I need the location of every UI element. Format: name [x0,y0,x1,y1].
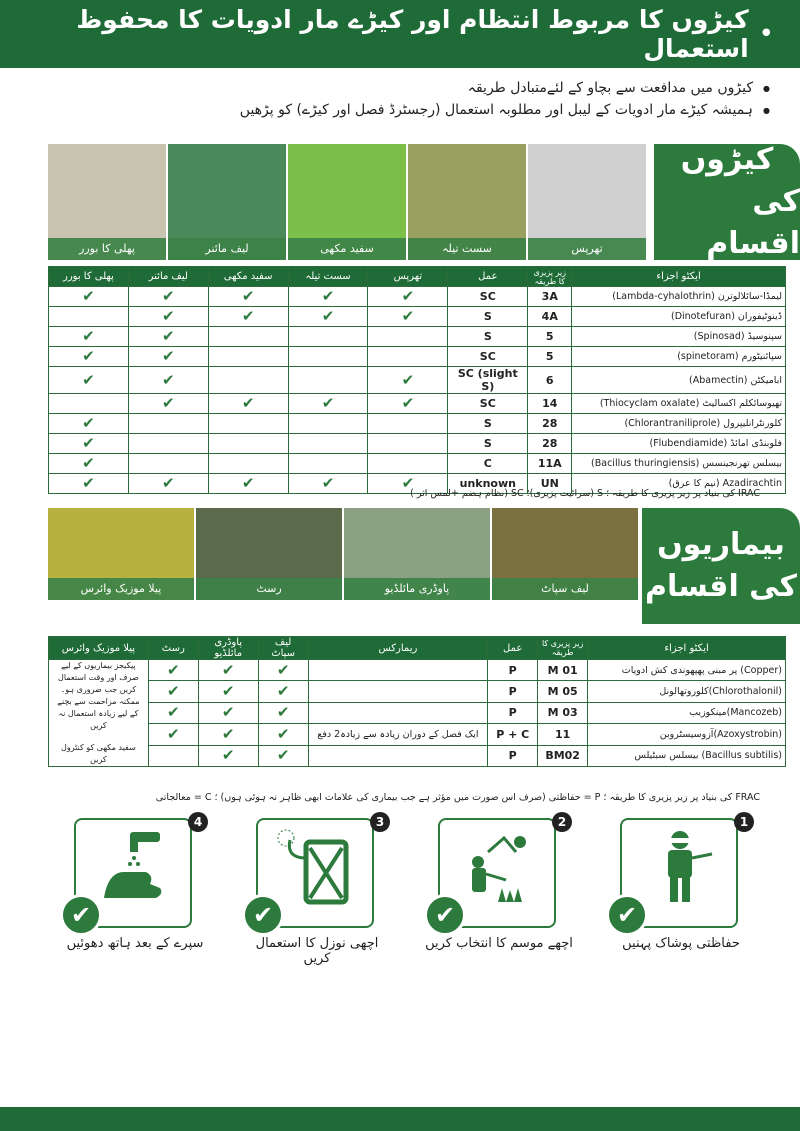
col-header: لیف سپاٹ [258,637,308,660]
col-header: عمل [488,637,538,660]
group-cell: 11 [538,724,588,745]
ingredient-cell: Azadirachtin (نیم کا عرق) [572,474,786,494]
group-cell: 3A [528,287,572,307]
checkmark-icon: ✔ [162,287,175,305]
check-cell [49,454,129,474]
checkmark-icon: ✔ [162,327,175,345]
check-cell [49,327,129,347]
ingredient-cell: (Copper) پر مبنی پھپھوندی کش ادویات [588,660,786,681]
mode-cell: S [448,307,528,327]
ingredient-cell: (Azoxystrobin)آزوسیسٹروبن [588,724,786,745]
remarks-cell [308,681,488,702]
mode-cell: P [488,681,538,702]
checkmark-icon: ✔ [82,454,95,472]
check-cell [368,347,448,367]
ingredient-cell: فلوبنڈی امائڈ (Flubendiamide) [572,434,786,454]
check-cell [368,367,448,394]
table-header-row [49,267,786,287]
check-cell [208,474,288,494]
check-cell [368,454,448,474]
disease-photo [492,508,638,600]
check-cell [208,327,288,347]
check-cell [258,724,308,745]
weather-spraying-icon [458,828,538,908]
photo-caption: سفید مکھی [288,238,406,260]
disease-photo [48,508,194,600]
check-cell [258,681,308,702]
check-cell [288,347,368,367]
check-cell [258,660,308,681]
checkmark-icon: ✔ [276,724,290,743]
mode-cell: S [448,434,528,454]
checkmark-icon: ✔ [166,724,180,743]
section-title-line: کیڑوں [680,142,774,177]
ingredient-cell: تھیوسائکلم اکسالیٹ (Thiocyclam oxalate) [572,394,786,414]
check-cell [198,660,258,681]
checkmark-icon: ✔ [82,474,95,492]
table-row [49,347,786,367]
group-cell: BM02 [538,745,588,766]
mode-cell: SC (slight S) [448,367,528,394]
checkmark-icon: ✔ [162,307,175,325]
table-row [49,394,786,414]
table-row [49,327,786,347]
table-row [49,367,786,394]
check-circle-icon: ✔ [60,894,102,936]
checkmark-icon: ✔ [241,307,255,325]
group-cell: 28 [528,434,572,454]
checkmark-icon: ✔ [166,703,180,722]
ingredient-cell: (Chlorothalonil)کلوروتھالونل [588,681,786,702]
step-label: اچھے موسم کا انتخاب کریں [425,936,573,951]
checkmark-icon: ✔ [401,287,415,305]
check-cell [288,414,368,434]
group-cell: 5 [528,327,572,347]
remarks-cell [308,702,488,723]
mode-cell: P [488,660,538,681]
check-cell [148,660,198,681]
pest-photo [168,144,286,260]
checkmark-icon: ✔ [401,370,415,389]
ingredient-cell: (Bacillus subtilis) بیسلس سبٹیلس [588,745,786,766]
check-cell [128,414,208,434]
checkmark-icon: ✔ [221,724,235,743]
col-header: سفید مکھی [208,267,288,287]
group-cell: 14 [528,394,572,414]
check-cell [208,307,288,327]
check-cell [368,327,448,347]
page-footer-bar [0,1107,800,1131]
checkmark-icon: ✔ [321,307,335,325]
photo-caption: پیلا موزیک وائرس [48,578,194,600]
check-cell [288,394,368,414]
photo-caption: رسٹ [196,578,342,600]
checkmark-icon: ✔ [82,287,95,305]
checkmark-icon: ✔ [321,394,335,412]
page-title: کیڑوں کا مربوط انتظام اور کیڑے مار ادویات کا محفوظ استعمال [76,5,749,63]
checkmark-icon: ✔ [221,660,235,679]
col-header: پھلی کا بورر [49,267,129,287]
safety-steps [60,812,760,966]
checkmark-icon: ✔ [166,682,180,701]
mode-cell: P + C [488,724,538,745]
disease-photo [344,508,490,600]
section-title-line: بیماریوں [657,527,785,562]
col-header: ریمارکس [308,637,488,660]
check-cell [49,347,129,367]
check-cell [49,394,129,414]
ingredient-cell: بیسلس تھرنجینسس (Bacillus thuringiensis) [572,454,786,474]
table-row [49,681,786,702]
virus-note: پیکیجز بیماریوں کے لیے صرف اور وقت استعمال کریں جب ضروری ہو۔ ممکنہ مزاحمت سے بچنے کے لیے زیادہ استعمال نہ کریں [57,661,140,730]
check-cell [148,724,198,745]
check-cell [208,367,288,394]
check-cell [128,474,208,494]
check-cell [288,307,368,327]
ingredient-cell: ابامیکٹن (Abamectin) [572,367,786,394]
check-cell [208,434,288,454]
check-cell [368,414,448,434]
pest-photo [48,144,166,260]
check-cell [208,414,288,434]
mode-cell: unknown [448,474,528,494]
ingredient-cell: سپائنیٹورم (spinetoram) [572,347,786,367]
check-circle-icon: ✔ [424,894,466,936]
check-cell [128,287,208,307]
check-cell [368,307,448,327]
check-cell [49,414,129,434]
check-cell [258,702,308,723]
checkmark-icon: ✔ [276,746,290,765]
check-cell [49,367,129,394]
remarks-cell [308,745,488,766]
checkmark-icon: ✔ [276,660,290,679]
col-header: زیر پزیری کا طریقہ [538,637,588,660]
disease-table [48,636,786,767]
mode-cell: C [448,454,528,474]
photo-caption: لیف سپاٹ [492,578,638,600]
mode-cell: P [488,702,538,723]
table-header-row [49,637,786,660]
checkmark-icon: ✔ [241,287,255,305]
table-row [49,702,786,723]
table-row [49,454,786,474]
virus-note: سفید مکھی کو کنٹرول کریں [61,743,136,764]
group-cell: 28 [528,414,572,434]
checkmark-icon: ✔ [221,746,235,765]
step-label: سپرے کے بعد ہاتھ دھوئیں [66,936,204,951]
bullet-item: ● ہمیشہ کیڑے مار ادویات کے لیبل اور مطلوبہ استعمال (رجسٹرڈ فصل اور کیڑے) کو پڑھیں [210,102,770,118]
table-row [49,287,786,307]
check-cell [198,745,258,766]
checkmark-icon: ✔ [82,327,95,345]
col-header: ایکٹو اجزاء [572,267,786,287]
check-cell [288,454,368,474]
checkmark-icon: ✔ [162,474,175,492]
table-row [49,414,786,434]
checkmark-icon: ✔ [221,682,235,701]
check-cell [288,287,368,307]
checkmark-icon: ✔ [321,287,335,305]
pest-photo-strip [48,144,646,260]
pest-photo [528,144,646,260]
check-cell [368,434,448,454]
ingredient-cell: ڈینوٹیفوران (Dinotefuran) [572,307,786,327]
checkmark-icon: ✔ [162,394,175,412]
ingredient-cell: سپنوسیڈ (Spinosad) [572,327,786,347]
checkmark-icon: ✔ [221,703,235,722]
checkmark-icon: ✔ [241,474,255,492]
page-header [0,0,800,68]
remarks-cell [308,660,488,681]
table-row [49,660,786,681]
check-cell [128,367,208,394]
checkmark-icon: ✔ [82,434,95,452]
col-header: پاوڈری مائلڈیو [198,637,258,660]
checkmark-icon: ✔ [82,414,95,432]
table-row [49,745,786,766]
col-header: لیف مائنر [128,267,208,287]
virus-note-cell [49,660,149,767]
check-cell [128,307,208,327]
group-cell: M 03 [538,702,588,723]
group-cell: M 05 [538,681,588,702]
photo-caption: تھرپس [528,238,646,260]
mode-cell: SC [448,347,528,367]
photo-caption: لیف مائنر [168,238,286,260]
disease-photo-strip [48,508,638,600]
sprayer-tank-icon [276,828,356,908]
group-cell: 4A [528,307,572,327]
check-cell [148,745,198,766]
step-number: 3 [370,812,390,832]
checkmark-icon: ✔ [321,474,335,492]
check-cell [288,367,368,394]
checkmark-icon: ✔ [401,307,415,325]
pest-photo [408,144,526,260]
check-cell [288,327,368,347]
check-cell [368,394,448,414]
checkmark-icon: ✔ [166,660,180,679]
checkmark-icon: ✔ [401,394,415,412]
checkmark-icon: ✔ [82,370,95,389]
pest-table [48,266,786,494]
check-cell [288,434,368,454]
check-circle-icon: ✔ [242,894,284,936]
step-number: 4 [188,812,208,832]
check-cell [288,474,368,494]
pest-section-title [654,144,800,260]
hand-wash-icon [94,828,174,908]
check-cell [128,434,208,454]
check-cell [198,681,258,702]
photo-caption: سست تیلہ [408,238,526,260]
disease-photo [196,508,342,600]
protective-suit-icon [640,828,720,908]
group-cell: M 01 [538,660,588,681]
mode-cell: SC [448,287,528,307]
check-cell [49,307,129,327]
col-header: پیلا موزیک وائرس [49,637,149,660]
check-cell [368,287,448,307]
group-cell: 5 [528,347,572,367]
step-label: حفاظتی پوشاک پہنیں [622,936,740,951]
col-header: ایکٹو اجزاء [588,637,786,660]
check-cell [128,454,208,474]
step-number: 1 [734,812,754,832]
checkmark-icon: ✔ [241,394,255,412]
checkmark-icon: ✔ [162,347,175,365]
check-cell [128,327,208,347]
col-header: رسٹ [148,637,198,660]
pest-photo [288,144,406,260]
check-cell [148,681,198,702]
check-cell [198,724,258,745]
mode-cell: S [448,327,528,347]
check-cell [148,702,198,723]
checkmark-icon: ✔ [162,370,175,389]
intro-bullets [210,80,770,124]
check-cell [258,745,308,766]
disease-section-title [642,508,800,624]
header-bullet: • [758,19,774,49]
check-cell [208,454,288,474]
pest-table-note: IRAC کی بنیاد پر زیر پزیری کا طریقہ ؛ S (سرائیت پزیری)؛ SC (نظام ہضم +لمس اثر ) [410,488,760,499]
check-cell [208,394,288,414]
checkmark-icon: ✔ [401,474,415,492]
check-cell [128,347,208,367]
col-header: تھرپس [368,267,448,287]
table-row [49,434,786,454]
checkmark-icon: ✔ [276,682,290,701]
mode-cell: S [448,414,528,434]
group-cell: 11A [528,454,572,474]
check-cell [49,287,129,307]
photo-caption: پھلی کا بورر [48,238,166,260]
ingredient-cell: (Mancozeb)مینکوزیب [588,702,786,723]
disease-table-note: FRAC کی بنیاد پر زیر پزیری کا طریقہ ؛ P = حفاظتی (صرف اس صورت میں مؤثر ہے جب بیماری کی علامات ابھی ظاہر نہ ہوئی ہوں) ؛ C = معالجاتی [155,792,760,803]
step-label: اچھی نوزل کا استعمال کریں [255,936,379,966]
remarks-cell: ایک فصل کے دوران زیادہ سے زیادہ2 دفع [308,724,488,745]
checkmark-icon: ✔ [276,703,290,722]
section-title-line: کی اقسام [706,184,800,261]
check-circle-icon: ✔ [606,894,648,936]
ingredient-cell: لیمڈا-سائلالوترن (Lambda-cyhalothrin) [572,287,786,307]
ingredient-cell: کلورنٹرانلیپرول (Chlorantraniliprole) [572,414,786,434]
col-header: عمل [448,267,528,287]
section-title-line: کی اقسام [645,569,797,604]
bullet-item: ● کیڑوں میں مدافعت سے بچاو کے لئےمتبادل طریقہ [210,80,770,96]
photo-caption: پاوڈری مائلڈیو [344,578,490,600]
table-row [49,307,786,327]
col-header: سست تیلہ [288,267,368,287]
step-number: 2 [552,812,572,832]
group-cell: UN [528,474,572,494]
mode-cell: P [488,745,538,766]
table-row [49,724,786,745]
check-cell [49,434,129,454]
check-cell [208,347,288,367]
check-cell [49,474,129,494]
check-cell [128,394,208,414]
group-cell: 6 [528,367,572,394]
check-cell [208,287,288,307]
checkmark-icon: ✔ [82,347,95,365]
mode-cell: SC [448,394,528,414]
check-cell [198,702,258,723]
col-header: زیر پزیری کا طریقہ [528,267,572,287]
